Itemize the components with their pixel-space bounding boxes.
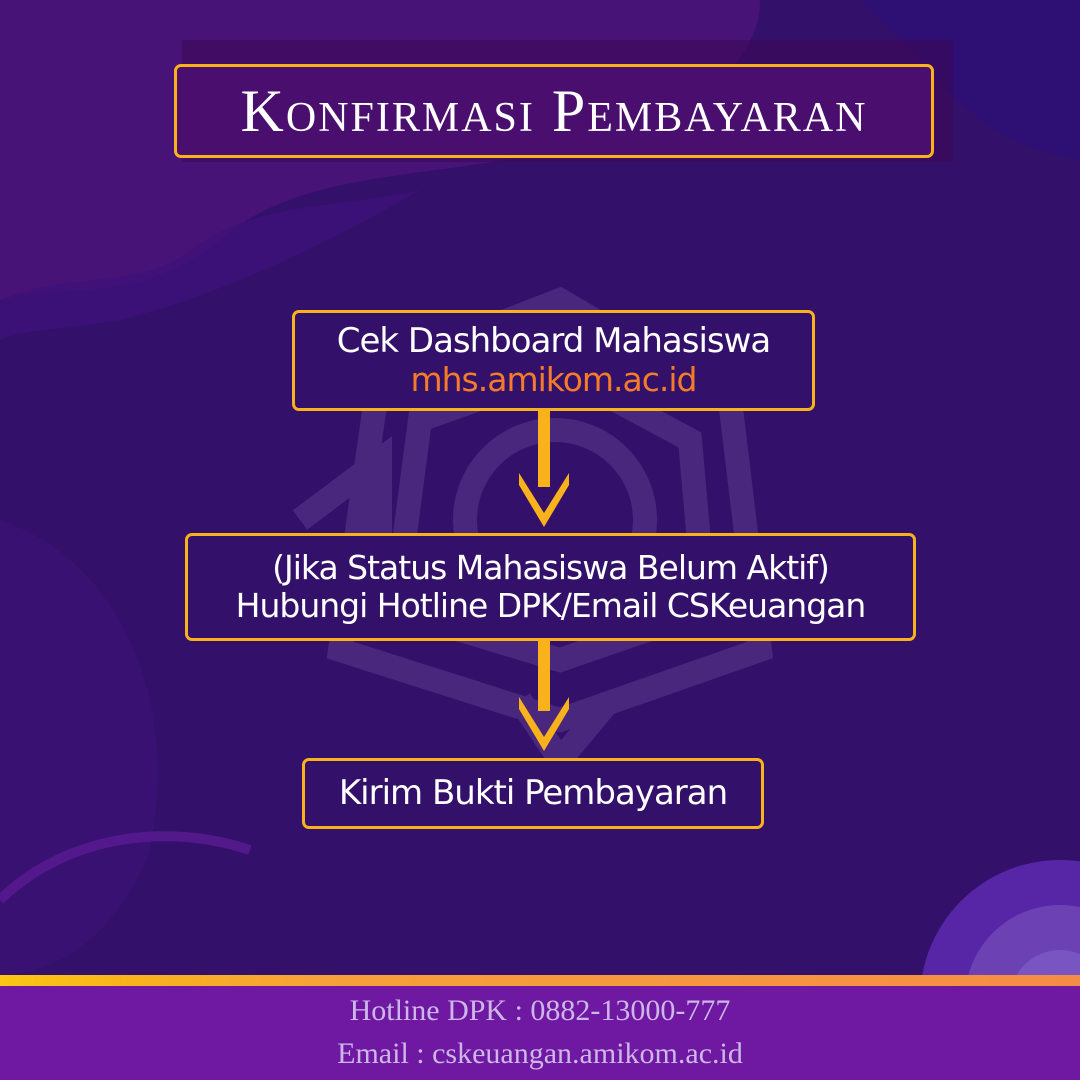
- step-1-text: Cek Dashboard Mahasiswa: [336, 320, 771, 361]
- footer-stripe: [0, 975, 1080, 986]
- dashboard-link[interactable]: mhs.amikom.ac.id: [410, 360, 697, 400]
- page-title: Konfirmasi Pembayaran: [240, 78, 868, 144]
- step-contact-hotline: [185, 533, 916, 641]
- arrow-down-icon: [515, 411, 573, 529]
- arrow-down-icon: [515, 641, 573, 753]
- step-3-text: Kirim Bukti Pembayaran: [338, 772, 728, 813]
- email-text: Email : cskeuangan.amikom.ac.id: [337, 1037, 743, 1070]
- title-frame: [174, 64, 934, 158]
- step-2-text: Hubungi Hotline DPK/Email CSKeuangan: [235, 586, 866, 625]
- step-send-proof: [302, 758, 764, 829]
- step-check-dashboard: [292, 310, 815, 411]
- hotline-text: Hotline DPK : 0882-13000-777: [349, 994, 731, 1028]
- footer: [0, 986, 1080, 1080]
- step-2-condition: (Jika Status Mahasiswa Belum Aktif): [272, 548, 829, 588]
